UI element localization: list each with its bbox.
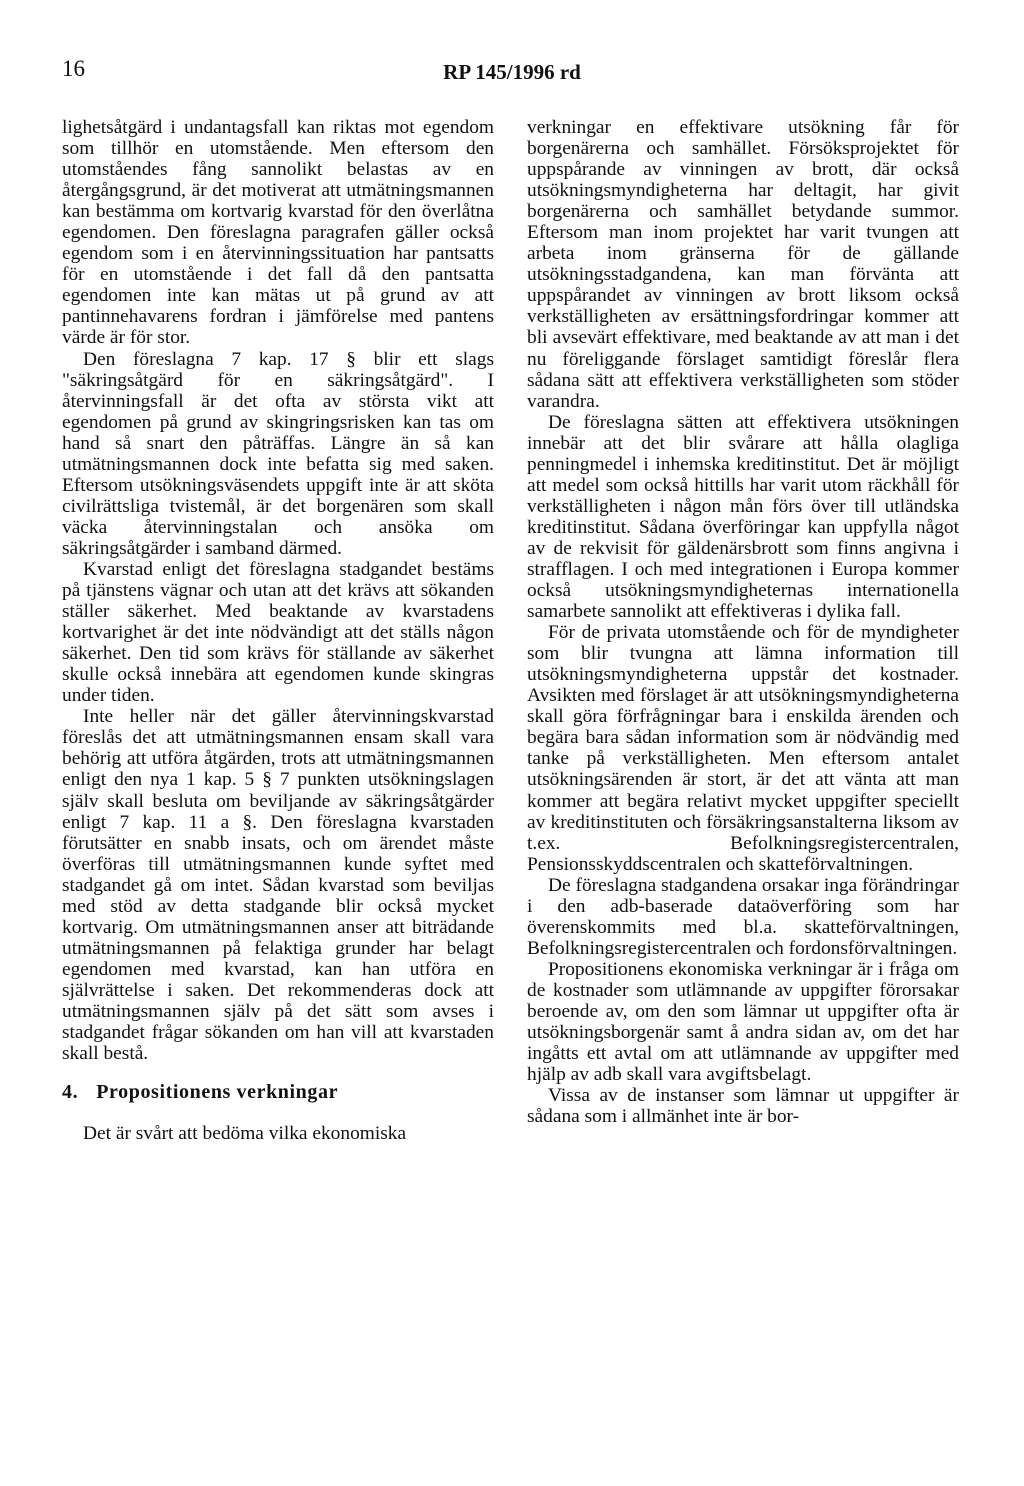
page-number: 16 [62, 56, 85, 81]
paragraph: Det är svårt att bedöma vilka ekonomiska [83, 1123, 407, 1145]
paragraph: Den föreslagna 7 kap. 17 § blir ett slags "säkringsåtgärd för en säkringsåtgärd". I återvinningsfall är det ofta av största vikt att egendomen på grund av skingringsrisken kan tas om hand så snart den påträffas. Längre än så kan utmätningsmannen dock inte befatta sig med saken. Eftersom utsökningsväsendets uppgift inte är att sköta civilrättsliga tvistemål, är det borgenären som skall väcka återvinningstalan och ansöka om säkringsåtgärder i samband därmed. [62, 348, 494, 559]
paragraph: verkningar en effektivare utsökning får för borgenärerna och samhället. Försöksprojektet för uppspårande av vinningen av brott, där också utsökningsmyndigheterna har deltagit, har givit borgenärerna och samhället betydande summor. Eftersom man inom projektet har varit tvungen att arbeta inom gränserna för de gällande utsökningsstadgandena, kan man förvänta att uppspårandet av vinningen av brott liksom också verkställigheten av ersättningsfordringar kommer att bli avsevärt effektivare, med beaktande av att man i det nu föreliggande förslaget samtidigt föreslår flera sådana sätt att effektivera verkställigheten som stöder varandra. [527, 117, 959, 412]
left-column [62, 117, 494, 1144]
section-heading [62, 1082, 494, 1103]
section-title: Propositionens verkningar [96, 1081, 339, 1104]
paragraph: lighetsåtgärd i undantagsfall kan riktas mot egendom som tillhör en utomstående. Men eftersom den utomståendes fång sannolikt belastas av en återgångsgrund, är det motiverat att utmätningsmannen kan bestämma om kortvarig kvarstad för den överlåtna egendomen. Den föreslagna paragrafen gäller också egendom som i en återvinningssituation har pantsatts för en utomstående i det fall då den pantsatta egendomen inte kan mätas ut på grund av att pantinnehavarens fordran i jämförelse med pantens värde är för stor. [62, 117, 494, 349]
paragraph: Inte heller när det gäller återvinningskvarstad föreslås det att utmätningsmannen ensam skall vara behörig att utföra åtgärden, trots att utmätningsmannen enligt den nya 1 kap. 5 § 7 punkten utsökningslagen själv skall besluta om beviljande av säkringsåtgärder enligt 7 kap. 11 a §. Den föreslagna kvarstaden förutsätter en snabb insats, och om ärendet måste överföras till utmätningsmannen kunde syftet med stadgandet gå om intet. Sådan kvarstad som beviljas med stöd av detta stadgande blir också mycket kortvarig. Om utmätningsmannen anser att biträdande utmätningsmannen på felaktiga grunder har belagt egendomen med kvarstad, kan han utföra en självrättelse i saken. Det rekommenderas dock att utmätningsmannen själv på det sätt som avses i stadgandet frågar sökanden om han vill att kvarstaden skall bestå. [62, 706, 494, 1065]
paragraph: Vissa av de instanser som lämnar ut uppgifter är sådana som i allmänhet inte är bor- [527, 1085, 959, 1128]
paragraph: För de privata utomstående och för de myndigheter som blir tvungna att lämna information till utsökningsmyndigheterna uppstår det kostnader. Avsikten med förslaget är att utsökningsmyndigheterna skall göra förfrågningar bara i enskilda ärenden och begära bara sådan information som är nödvändig med tanke på verkställigheten. Men eftersom antalet utsökningsärenden är stort, är det att vänta att man kommer att begära relativt mycket uppgifter speciellt av kreditinstituten och försäkringsanstalterna liksom av t.ex. Befolkningsregistercentralen, Pensionsskyddscentralen och skatteförvaltningen. [527, 622, 959, 875]
running-header: RP 145/1996 rd [443, 60, 581, 84]
section-number: 4. [62, 1081, 79, 1104]
paragraph: De föreslagna stadgandena orsakar inga förändringar i den adb-baserade dataöverföring som har överenskommits med bl.a. skatteförvaltningen, Befolkningsregistercentralen och fordonsförvaltningen. [527, 874, 959, 959]
paragraph: Propositionens ekonomiska verkningar är i fråga om de kostnader som utlämnande av uppgifter förorsakar beroende av, om den som lämnar ut uppgifter ofta är utsökningsborgenär samt å andra sidan av, om det har ingåtts ett avtal om att utlämnande av uppgifter med hjälp av adb skall vara avgiftsbelagt. [527, 958, 959, 1086]
paragraph: Kvarstad enligt det föreslagna stadgandet bestäms på tjänstens vägnar och utan att det krävs att sökanden ställer säkerhet. Med beaktande av kvarstadens kortvarighet är det inte nödvändigt att det ställs någon säkerhet. Den tid som krävs för ställande av säkerhet skulle också innebära att egendomen kunde skingras under tiden. [62, 558, 494, 707]
right-column [527, 117, 959, 1127]
paragraph: De föreslagna sätten att effektivera utsökningen innebär att det blir svårare att hålla olagliga penningmedel i inhemska kreditinstitut. Det är möjligt att medel som också hittills har varit utom räckhåll för verkställigheten i någon mån förs över till utländska kreditinstitut. Sådana överföringar kan uppfylla något av de rekvisit för gäldenärsbrott som finns angivna i strafflagen. I och med integrationen i Europa kommer också utsökningsmyndigheternas internationella samarbete sannolikt att effektiveras i dylika fall. [527, 411, 959, 623]
